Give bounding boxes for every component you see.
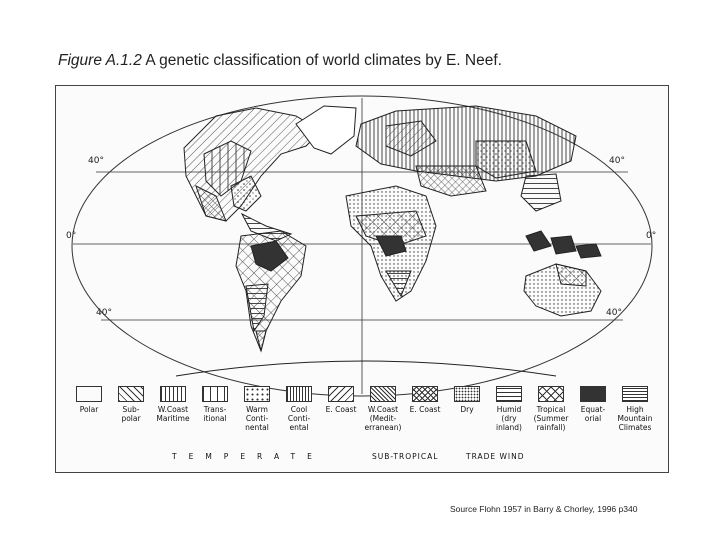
legend-label: E. Coast bbox=[409, 405, 441, 414]
legend-label: Tropical (Summer rainfall) bbox=[533, 405, 569, 432]
legend-swatch bbox=[622, 386, 648, 402]
legend-swatch bbox=[202, 386, 228, 402]
legend-label: Trans- itional bbox=[203, 405, 227, 423]
group-label-subtropical: SUB-TROPICAL bbox=[372, 452, 439, 461]
lat-label-40s-right: 40° bbox=[606, 308, 622, 318]
legend-swatch bbox=[118, 386, 144, 402]
antarctica-outline bbox=[176, 361, 556, 376]
legend-key-polar bbox=[68, 386, 110, 414]
legend-swatch bbox=[370, 386, 396, 402]
legend-label: Polar bbox=[79, 405, 99, 414]
southeast-asia-islands bbox=[526, 231, 601, 258]
legend-swatch bbox=[76, 386, 102, 402]
legend-label: Warm Conti- nental bbox=[245, 405, 269, 432]
legend-key-high-mountain bbox=[614, 386, 656, 432]
legend-key-wcoast-maritime bbox=[152, 386, 194, 423]
legend-label: Sub- polar bbox=[121, 405, 141, 423]
legend-label: Equat- orial bbox=[580, 405, 606, 423]
legend-swatch bbox=[244, 386, 270, 402]
lat-label-40n-right: 40° bbox=[609, 156, 625, 166]
south-america-landmass bbox=[236, 231, 306, 351]
lat-label-40s-left: 40° bbox=[96, 308, 112, 318]
australia-landmass bbox=[524, 264, 601, 316]
lat-label-40n-left: 40° bbox=[88, 156, 104, 166]
lat-label-eq-left: 0° bbox=[66, 231, 77, 241]
legend-label: W.Coast (Medit- erranean) bbox=[364, 405, 402, 432]
legend-key-mediterranean bbox=[362, 386, 404, 432]
legend-label: Humid (dry inland) bbox=[496, 405, 522, 432]
legend-swatch bbox=[454, 386, 480, 402]
legend-label: High Mountain Climates bbox=[617, 405, 653, 432]
lat-label-eq-right: 0° bbox=[646, 231, 657, 241]
legend-swatch bbox=[412, 386, 438, 402]
source-citation: Source Flohn 1957 in Barry & Chorley, 1996 p340 bbox=[450, 504, 638, 514]
group-label-trade-wind: TRADE WIND bbox=[466, 452, 525, 461]
legend-key-dry bbox=[446, 386, 488, 414]
legend-key-transitional bbox=[194, 386, 236, 423]
legend-key-tropical bbox=[530, 386, 572, 432]
legend-label: Dry bbox=[460, 405, 474, 414]
legend-key-temperate-ecoast bbox=[320, 386, 362, 414]
legend-label: Cool Conti- ental bbox=[287, 405, 311, 432]
legend-key-subtropical-ecoast bbox=[404, 386, 446, 414]
figure-title bbox=[58, 52, 502, 70]
legend-swatch bbox=[286, 386, 312, 402]
africa-landmass bbox=[346, 186, 436, 301]
legend-key-subpolar bbox=[110, 386, 152, 423]
legend-swatch bbox=[496, 386, 522, 402]
legend-swatch bbox=[160, 386, 186, 402]
legend-swatch bbox=[328, 386, 354, 402]
legend-key-warm-continental bbox=[236, 386, 278, 432]
figure-caption: A genetic classification of world climates by E. Neef. bbox=[145, 52, 502, 69]
legend-label: W.Coast Maritime bbox=[156, 405, 190, 423]
legend-swatch bbox=[538, 386, 564, 402]
map-legend bbox=[68, 386, 658, 470]
legend-key-equatorial bbox=[572, 386, 614, 423]
group-label-temperate: TEMPERATE bbox=[172, 452, 324, 461]
legend-key-humid bbox=[488, 386, 530, 432]
legend-label: E. Coast bbox=[325, 405, 357, 414]
legend-key-cool-continental bbox=[278, 386, 320, 432]
climate-map-frame bbox=[55, 85, 669, 473]
figure-number: Figure A.1.2 bbox=[58, 52, 142, 69]
legend-swatch bbox=[580, 386, 606, 402]
